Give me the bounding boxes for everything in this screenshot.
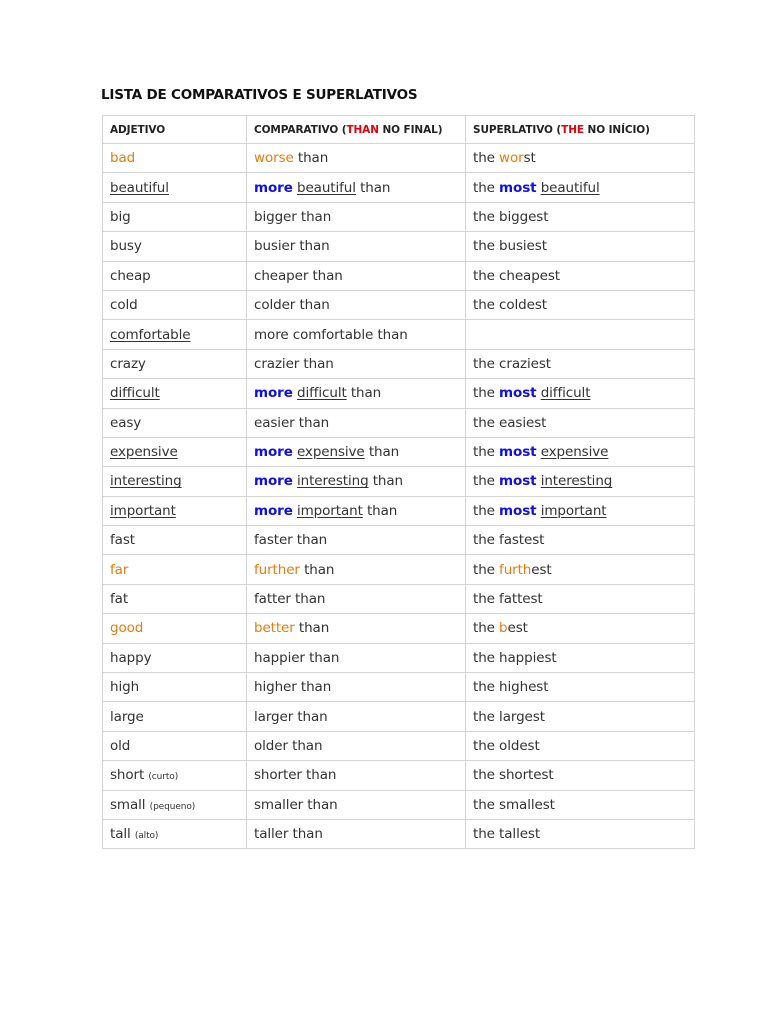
cell-text: se [278, 150, 294, 167]
table-row [103, 702, 695, 731]
cell-text: taller than [254, 826, 323, 843]
cell-text: crazier than [254, 355, 334, 372]
cell-text: beautiful [110, 179, 169, 196]
cell-text: interesting [110, 473, 182, 490]
adjective-cell [103, 673, 247, 702]
table-row [103, 673, 695, 702]
adjective-cell [103, 349, 247, 378]
cell-text: the biggest [473, 208, 549, 225]
cell-text: old [110, 738, 131, 754]
cell-text: cold [110, 297, 138, 314]
table-row [103, 202, 695, 231]
table-row [103, 643, 695, 672]
superlative-cell [466, 379, 695, 408]
cell-text: bad [110, 150, 136, 167]
table-row [103, 349, 695, 378]
comparative-cell [247, 144, 466, 173]
cell-text: difficult [296, 385, 347, 402]
cell-text: more [254, 502, 293, 519]
cell-text: the smallest [473, 796, 555, 813]
cell-text: the tallest [473, 826, 541, 843]
cell-text: comfortable [110, 326, 191, 343]
adjective-cell [103, 819, 247, 848]
comparatives-table [102, 115, 695, 849]
cell-text: cheap [110, 267, 151, 284]
cell-text: the fattest [473, 591, 543, 608]
cell-text: the [473, 473, 500, 490]
comparative-cell [247, 761, 466, 790]
cell-text: higher than [254, 679, 332, 696]
superlative-cell [466, 790, 695, 819]
cell-text: tall [110, 826, 135, 843]
cell-text: high [110, 679, 140, 696]
cell-text: the oldest [473, 738, 540, 754]
table-row [103, 408, 695, 437]
superlative-cell [466, 202, 695, 231]
cell-text: easy [110, 414, 142, 431]
table-row [103, 379, 695, 408]
adjective-cell [103, 496, 247, 525]
cell-text: the fastest [473, 532, 545, 549]
cell-text: more [254, 444, 293, 461]
comparative-cell [247, 349, 466, 378]
table-row [103, 232, 695, 261]
cell-text: than [299, 561, 335, 578]
table-row [103, 526, 695, 555]
comparative-cell [247, 408, 466, 437]
cell-text: more [254, 473, 293, 490]
cell-text: furth [499, 561, 532, 578]
cell-text: b [499, 620, 508, 637]
comparative-cell [247, 731, 466, 760]
superlative-cell [466, 496, 695, 525]
superlative-cell [466, 526, 695, 555]
table-row [103, 320, 695, 349]
superlative-cell [466, 467, 695, 496]
cell-text: (pequeno) [149, 801, 196, 812]
header-comparativo [247, 116, 466, 144]
superlative-cell [466, 437, 695, 466]
cell-text: busier than [254, 238, 330, 255]
comparative-cell [247, 467, 466, 496]
superlative-cell [466, 349, 695, 378]
header-comparativo-text: COMPARATIVO ( [254, 123, 347, 136]
table-row [103, 819, 695, 848]
superlative-cell [466, 673, 695, 702]
header-adjetivo: ADJETIVO [103, 116, 247, 144]
adjective-cell [103, 702, 247, 731]
cell-text: most [499, 502, 537, 519]
header-superlativo [466, 116, 695, 144]
cell-text: most [499, 444, 537, 461]
cell-text: the largest [473, 708, 545, 725]
adjective-cell [103, 790, 247, 819]
superlative-cell [466, 555, 695, 584]
superlative-cell [466, 643, 695, 672]
cell-text: the happiest [473, 649, 557, 666]
superlative-cell [466, 819, 695, 848]
header-row [103, 116, 695, 144]
cell-text: important [296, 502, 363, 519]
cell-text: more [254, 179, 293, 196]
cell-text: the cheapest [473, 267, 561, 284]
cell-text: further [254, 561, 300, 578]
cell-text: large [110, 708, 144, 725]
cell-text: interesting [540, 473, 613, 490]
cell-text: the [473, 385, 500, 402]
cell-text: (alto) [134, 831, 159, 842]
cell-text: shorter than [254, 767, 337, 784]
comparative-cell [247, 526, 466, 555]
cell-text: important [110, 502, 176, 519]
cell-text: than [346, 385, 382, 402]
adjective-cell [103, 320, 247, 349]
superlative-cell [466, 584, 695, 613]
adjective-cell [103, 437, 247, 466]
cell-text: difficult [540, 385, 591, 402]
table-row [103, 584, 695, 613]
adjective-cell [103, 526, 247, 555]
table-row [103, 555, 695, 584]
cell-text: older than [254, 738, 323, 754]
superlative-cell [466, 320, 695, 349]
table-row [103, 731, 695, 760]
cell-text: happier than [254, 649, 340, 666]
adjective-cell [103, 643, 247, 672]
comparative-cell [247, 555, 466, 584]
comparative-cell [247, 496, 466, 525]
cell-text: than [355, 179, 391, 196]
adjective-cell [103, 761, 247, 790]
adjective-cell [103, 614, 247, 643]
cell-text: the [473, 561, 500, 578]
comparative-cell [247, 173, 466, 202]
cell-text: than [294, 620, 330, 637]
cell-text: crazy [110, 355, 146, 372]
cell-text: than [293, 150, 329, 167]
cell-text: the [473, 150, 500, 167]
cell-text: expensive [540, 444, 609, 461]
superlative-cell [466, 408, 695, 437]
page-title: LISTA DE COMPARATIVOS E SUPERLATIVOS [101, 87, 418, 103]
cell-text: cheaper than [254, 267, 343, 284]
adjective-cell [103, 202, 247, 231]
superlative-cell [466, 232, 695, 261]
cell-text: small [110, 796, 150, 813]
cell-text: most [499, 385, 537, 402]
cell-text: than [364, 444, 400, 461]
table-row [103, 496, 695, 525]
adjective-cell [103, 173, 247, 202]
table-row [103, 290, 695, 319]
cell-text: est [531, 561, 552, 578]
cell-text: easier than [254, 414, 330, 431]
table-body [103, 144, 695, 849]
cell-text: fast [110, 532, 135, 549]
table-header [103, 116, 695, 144]
comparative-cell [247, 290, 466, 319]
cell-text: expensive [296, 444, 365, 461]
cell-text: good [110, 620, 144, 637]
cell-text: big [110, 208, 131, 225]
cell-text: wor [499, 150, 524, 167]
cell-text: expensive [110, 444, 178, 461]
cell-text: interesting [296, 473, 369, 490]
cell-text: smaller than [254, 796, 338, 813]
cell-text: st [523, 150, 536, 167]
header-superlativo-text-end: NO INÍCIO) [583, 123, 650, 136]
adjective-cell [103, 261, 247, 290]
superlative-cell [466, 702, 695, 731]
superlative-cell [466, 144, 695, 173]
cell-text: the busiest [473, 238, 547, 255]
comparative-cell [247, 437, 466, 466]
superlative-cell [466, 261, 695, 290]
comparative-cell [247, 790, 466, 819]
header-superlativo-text: SUPERLATIVO ( [473, 123, 562, 136]
cell-text: the highest [473, 679, 549, 696]
table-row [103, 614, 695, 643]
cell-text: far [110, 561, 129, 578]
comparative-cell [247, 673, 466, 702]
adjective-cell [103, 555, 247, 584]
header-the-highlight: THE [561, 123, 584, 136]
adjective-cell [103, 144, 247, 173]
superlative-cell [466, 761, 695, 790]
cell-text: fatter than [254, 591, 326, 608]
table-row [103, 261, 695, 290]
cell-text: faster than [254, 532, 328, 549]
adjective-cell [103, 379, 247, 408]
comparative-cell [247, 261, 466, 290]
comparative-cell [247, 702, 466, 731]
superlative-cell [466, 731, 695, 760]
cell-text: the [473, 620, 500, 637]
cell-text: est [507, 620, 528, 637]
cell-text: short [110, 767, 149, 784]
cell-text: bigger than [254, 208, 332, 225]
comparative-cell [247, 819, 466, 848]
table-row [103, 144, 695, 173]
cell-text: than [368, 473, 404, 490]
cell-text: more comfortable than [254, 326, 408, 343]
comparative-cell [247, 614, 466, 643]
comparative-cell [247, 584, 466, 613]
cell-text: (curto) [148, 772, 179, 783]
table-row [103, 761, 695, 790]
cell-text: wor [254, 150, 279, 167]
cell-text: the [473, 444, 500, 461]
comparative-cell [247, 643, 466, 672]
table-row [103, 437, 695, 466]
cell-text: the [473, 179, 500, 196]
cell-text: better [254, 620, 295, 637]
cell-text: the craziest [473, 355, 551, 372]
cell-text: the [473, 502, 500, 519]
adjective-cell [103, 290, 247, 319]
adjective-cell [103, 408, 247, 437]
table-row [103, 173, 695, 202]
comparative-cell [247, 202, 466, 231]
cell-text: the shortest [473, 767, 554, 784]
table-row [103, 467, 695, 496]
header-comparativo-text-end: NO FINAL) [378, 123, 443, 136]
comparative-cell [247, 379, 466, 408]
header-than-highlight: THAN [346, 123, 379, 136]
cell-text: beautiful [540, 179, 600, 196]
table-row [103, 790, 695, 819]
comparative-cell [247, 232, 466, 261]
cell-text: beautiful [296, 179, 356, 196]
adjective-cell [103, 467, 247, 496]
cell-text: fat [110, 591, 129, 608]
superlative-cell [466, 614, 695, 643]
adjective-cell [103, 584, 247, 613]
cell-text: the coldest [473, 297, 547, 314]
cell-text: important [540, 502, 607, 519]
cell-text: more [254, 385, 293, 402]
cell-text: colder than [254, 297, 330, 314]
comparative-cell [247, 320, 466, 349]
adjective-cell [103, 731, 247, 760]
adjective-cell [103, 232, 247, 261]
cell-text: most [499, 179, 537, 196]
cell-text: busy [110, 238, 142, 255]
cell-text: than [362, 502, 398, 519]
cell-text: difficult [110, 385, 160, 402]
superlative-cell [466, 173, 695, 202]
cell-text: larger than [254, 708, 328, 725]
cell-text: most [499, 473, 537, 490]
superlative-cell [466, 290, 695, 319]
cell-text: the easiest [473, 414, 547, 431]
cell-text: happy [110, 649, 152, 666]
